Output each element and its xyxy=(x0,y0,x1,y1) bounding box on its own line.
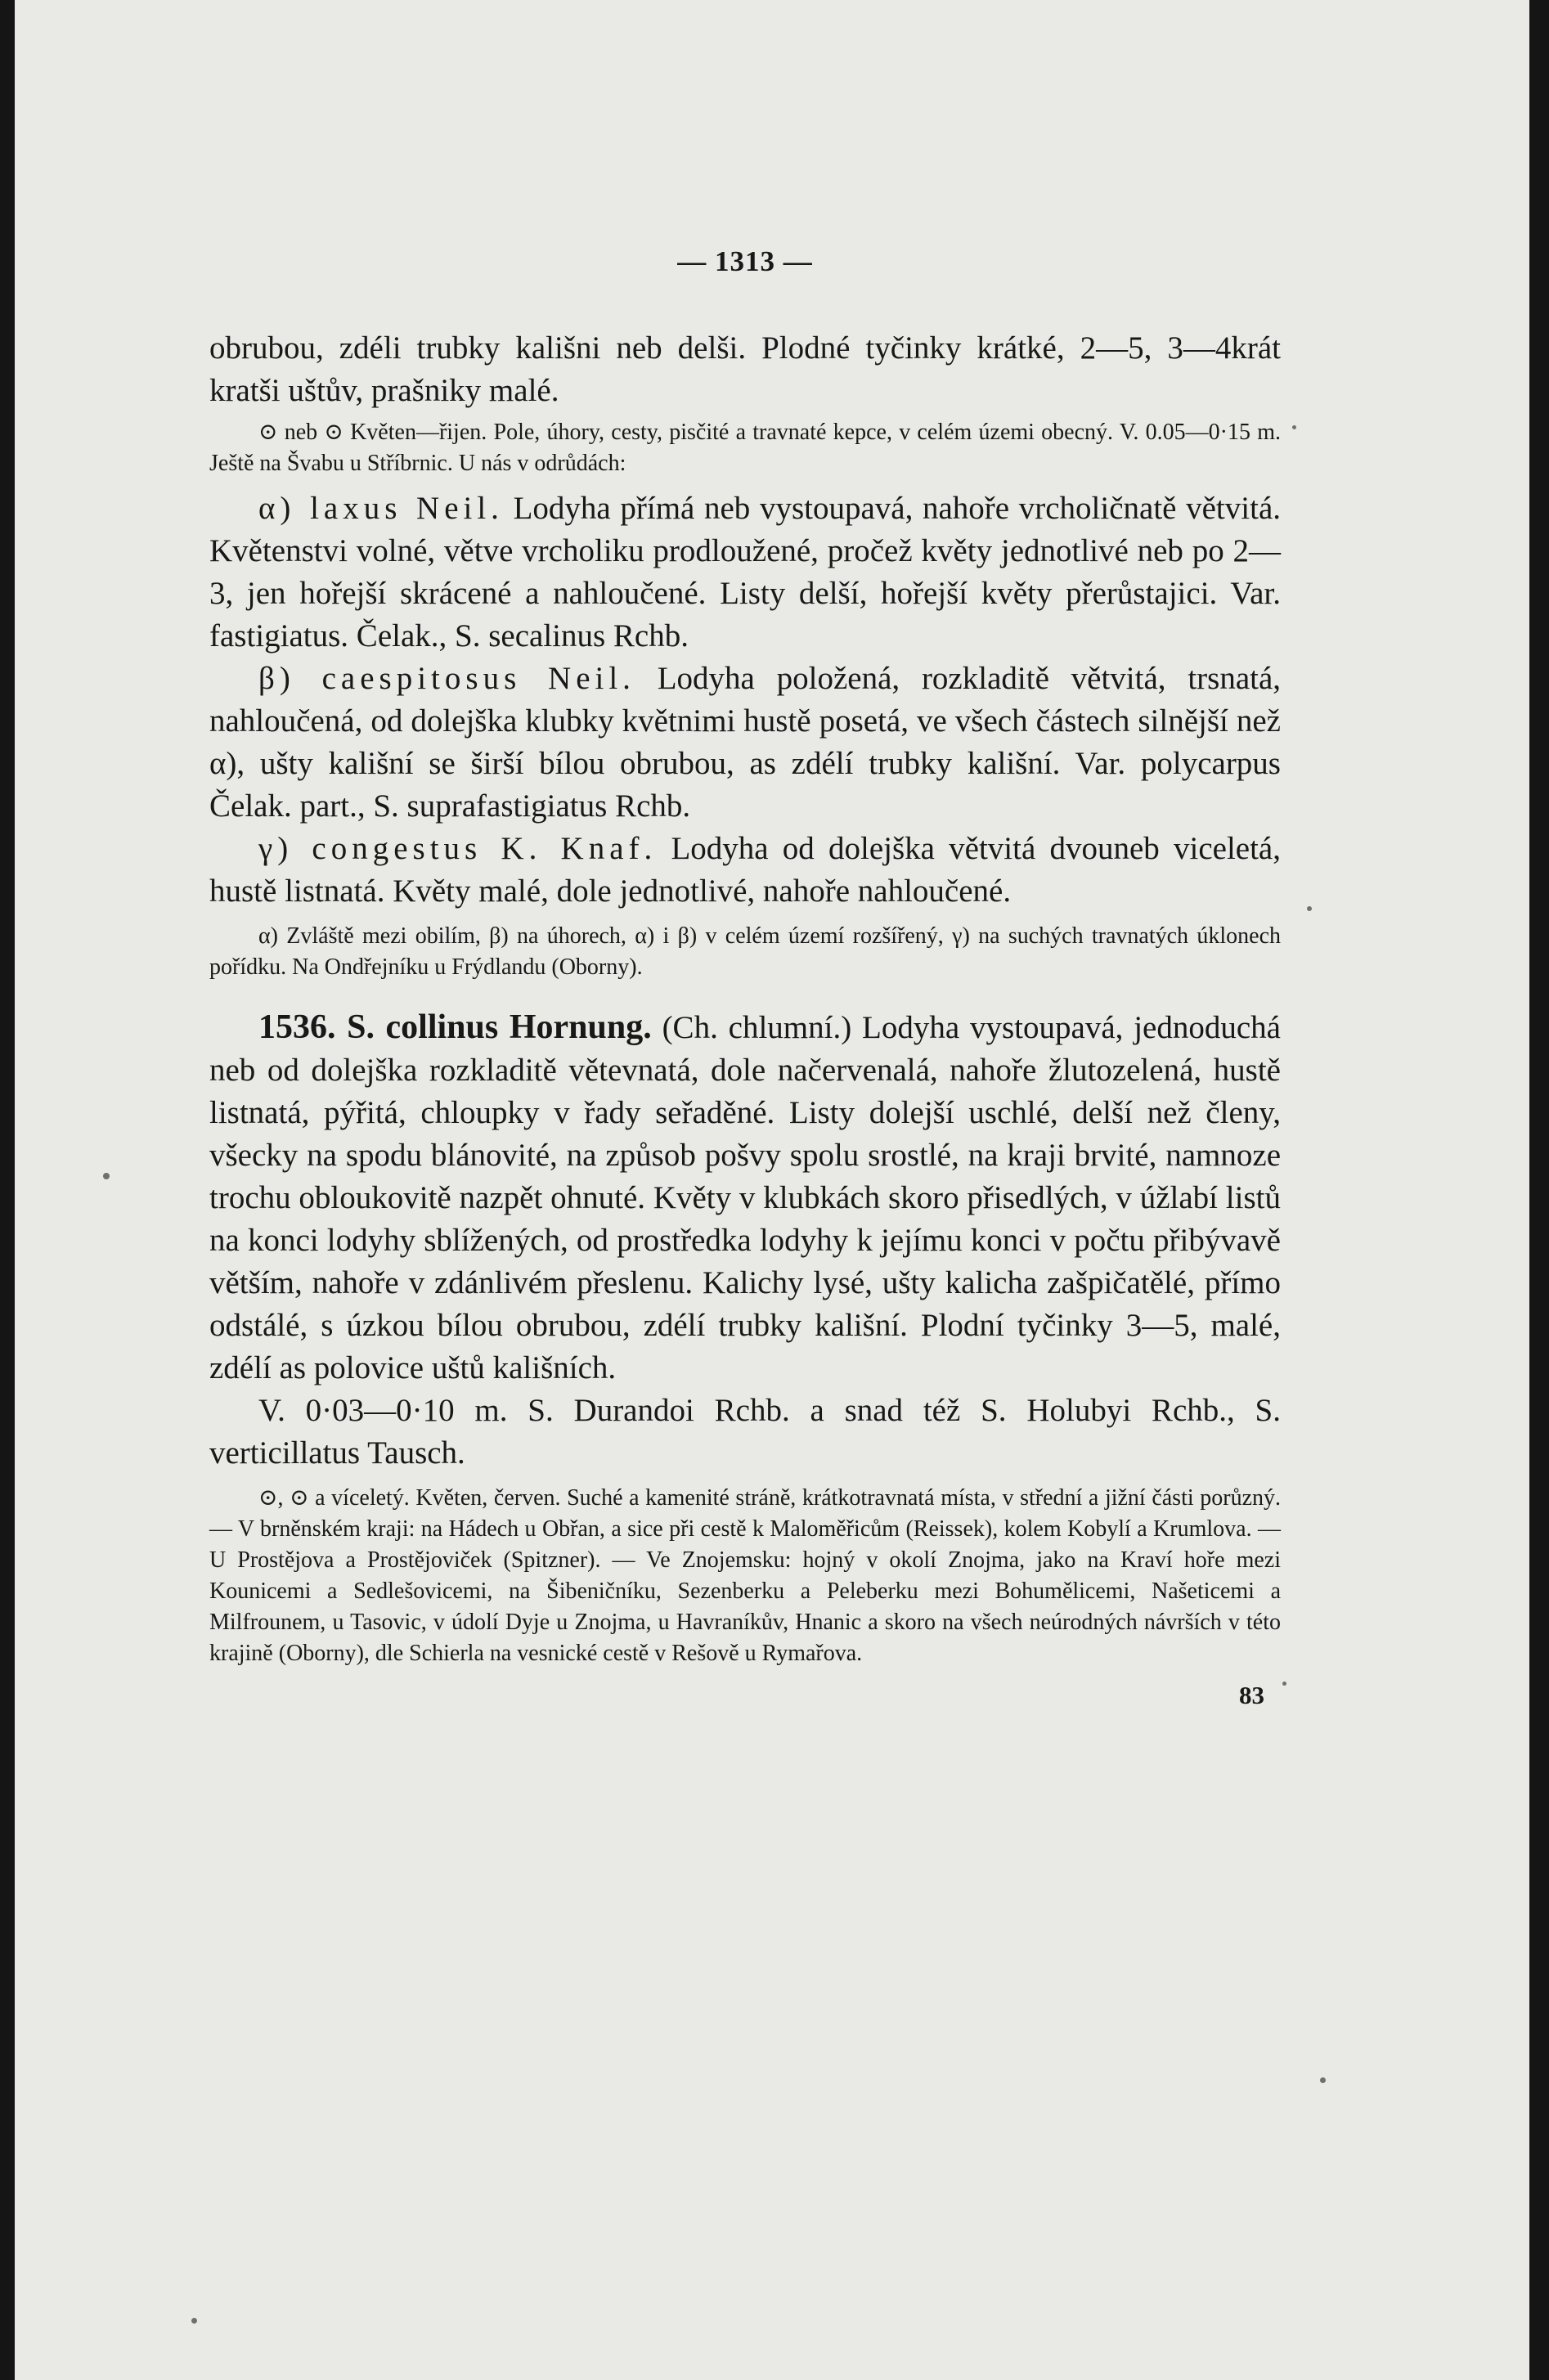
size-and-synonyms: V. 0·03—0·10 m. S. Durandoi Rchb. a snad též S. Holubyi Rchb., S. verticillatus Tausch. xyxy=(209,1393,1281,1471)
variety-gamma-label: γ) congestus K. Knaf. xyxy=(258,831,658,866)
page-header: — 1313 — xyxy=(677,245,813,277)
species-title: 1536. S. collinus Hornung. xyxy=(258,1008,652,1046)
speck xyxy=(1307,906,1312,911)
habitat-note-2: α) Zvláště mezi obilím, β) na úhorech, α) i β) v celém území rozšířený, γ) na suchých travnatých úklonech pořídku. Na Ondřejníku u Frýdlandu (Oborny). xyxy=(209,923,1281,980)
species-description: (Ch. chlumní.) Lodyha vystoupavá, jednoduchá neb od dolejška rozkladitě větevnatá, dole načervenalá, nahoře žlutozelená, hustě listnatá, pýřitá, chloupky v řady seřaděné. Listy dolejší uschlé, delší než členy, všecky na spodu blánovité, na způsob pošvy spolu srostlé, na kraji brvité, namnoze trochu obloukovitě nazpět ohnuté. Květy v klubkách skoro přisedlých, v úžlabí listů na konci lodyhy sblížených, od prostředka lodyhy k jejímu konci v počtu přibývavě větším, nahoře v zdánlivém přeslenu. Kalichy lysé, ušty kalicha zašpičatělé, přímo odstálé, s úzkou bílou obrubou, zdélí trubky kališní. Plodní tyčinky 3—5, malé, zdélí as polovice uštů kališních. xyxy=(209,1010,1281,1385)
variety-gamma xyxy=(209,828,1281,913)
habitat-note-3: ⊙, ⊙ a víceletý. Květen, červen. Suché a kamenité stráně, krátkotravnatá místa, v střední a jižní části porůzný. — V brněnském kraji: na Hádech u Obřan, a sice při cestě k Maloměřicům (Reissek), kolem Kobylí a Krumlova. — U Prostějova a Prostějoviček (Spitzner). — Ve Znojemsku: hojný v okolí Znojma, jako na Kraví hoře mezi Kounicemi a Sedlešovicemi, na Šibeničníku, Sezenberku a Peleberku mezi Bohumělicemi, Našeticemi a Milfrounem, u Tasovic, v údolí Dyje u Znojma, u Havraníkův, Hnanic a skoro na všech neúrodných návrších v této krajině (Oborny), dle Schierla na vesnické cestě v Rešově u Rymařova. xyxy=(209,1485,1281,1666)
page-footer xyxy=(209,1677,1281,1727)
variety-beta-label: β) caespitosus Neil. xyxy=(258,661,635,696)
variety-gamma-text: Lodyha od dolejška větvitá dvouneb viceletá, hustě listnatá. Květy malé, dole jednotlivé, nahoře nahloučené. xyxy=(209,831,1281,909)
page-number: 83 xyxy=(1239,1681,1264,1709)
variety-beta-text: Lodyha položená, rozkladitě větvitá, trsnatá, nahloučená, od dolejška klubky květnimi hustě posetá, ve všech částech silnější než α), ušty kališní se širší bílou obrubou, as zdélí trubky kališní. Var. polycarpus Čelak. part., S. suprafastigiatus Rchb. xyxy=(209,661,1282,824)
speck xyxy=(1282,1682,1286,1686)
speck xyxy=(191,2318,197,2324)
species-1536 xyxy=(209,1006,1281,1390)
variety-alpha-text: Lodyha přímá neb vystoupavá, nahoře vrcholičnatě větvitá. Květenstvi volné, větve vrcholiku prodloužené, pročež květy jednotlivé neb po 2—3, jen hořejší skrácené a nahloučené. Listy delší, hořejší květy přerůstajici. Var. fastigiatus. Čelak., S. secalinus Rchb. xyxy=(209,491,1282,653)
variety-alpha-label: α) laxus Neil. xyxy=(258,491,504,526)
speck xyxy=(1292,425,1296,429)
paragraph-continuation: obrubou, zdéli trubky kališni neb delši. Plodné tyčinky krátké, 2—5, 3—4krát kratši uštův, prašniky malé. xyxy=(209,330,1281,408)
scan-edge-right xyxy=(1529,0,1549,2380)
habitat-note-1: ⊙ neb ⊙ Květen—řijen. Pole, úhory, cesty, pisčité a travnaté kepce, v celém územi obecný. V. 0.05—0·15 m. Ještě na Švabu u Stříbrnic. U nás v odrůdách: xyxy=(209,420,1281,476)
document-page xyxy=(15,0,1529,2380)
page-content xyxy=(209,245,1281,1727)
speck xyxy=(103,1173,110,1179)
variety-beta xyxy=(209,658,1281,828)
speck xyxy=(1320,2077,1326,2083)
scan-edge-left xyxy=(0,0,15,2380)
variety-alpha xyxy=(209,487,1281,658)
